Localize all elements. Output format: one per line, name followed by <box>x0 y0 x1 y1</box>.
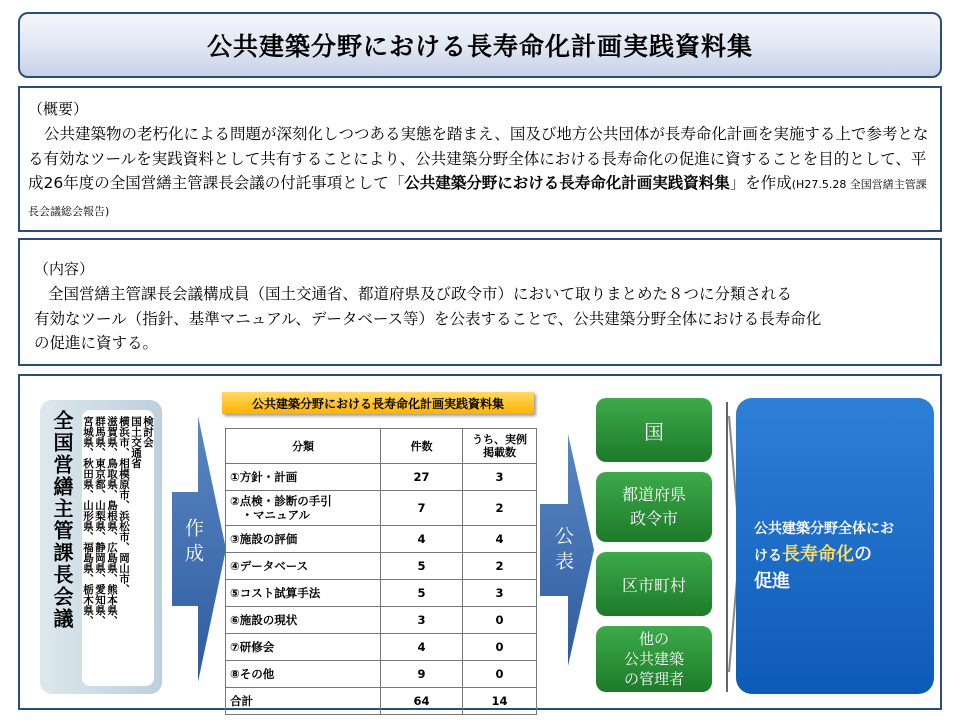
members-col-4: 群馬県、東京都、山梨県、静岡県、愛知県、 <box>94 416 106 626</box>
publish-arrow <box>540 434 594 666</box>
members-col-2: 横浜市、相模原市、浜松市、岡山市、 <box>118 416 130 595</box>
cell-examples: 2 <box>463 491 537 526</box>
cell-category: ②点検・診断の手引 ・マニュアル <box>226 491 381 526</box>
content-line-1: 全国営繕主管課長会議構成員（国土交通省、都道府県及び政令市）において取りまとめた８つに分類される <box>48 285 793 303</box>
target-pref-label: 都道府県 <box>621 485 686 504</box>
cell-examples: 2 <box>463 553 537 580</box>
members-col-1: 国土交通省 <box>130 416 142 469</box>
result-line-2c: の <box>854 544 872 565</box>
target-municipal <box>596 552 712 616</box>
cell-examples: 0 <box>463 607 537 634</box>
cell-category: ⑤コスト試算手法 <box>226 580 381 607</box>
overview-panel <box>18 86 942 232</box>
cell-examples: 3 <box>463 464 537 491</box>
members-col-3: 滋賀県、鳥取県、島根県、広島県、熊本県、 <box>106 416 118 626</box>
publish-label: 公表 <box>552 526 574 576</box>
cell-count: 27 <box>380 464 462 491</box>
result-box <box>736 398 934 694</box>
target-country-label: 国 <box>644 419 664 444</box>
content-line-2: 有効なツール（指針、基準マニュアル、データベース等）を公表することで、公共建築分野全体における長寿命化 <box>34 309 822 328</box>
cell-category: ③施設の評価 <box>226 526 381 553</box>
target-other <box>596 626 712 692</box>
overview-text-note: (H27.5.28 全国営繕主管課長会議総会報告) <box>28 178 927 218</box>
content-heading: （内容） <box>34 260 95 278</box>
table-row <box>226 464 537 491</box>
col-header-examples: うち、実例 掲載数 <box>463 429 537 464</box>
create-arrow <box>172 416 226 682</box>
cell-examples: 3 <box>463 580 537 607</box>
overview-text-bold: 公共建築分野における長寿命化計画実践資料集 <box>404 174 730 192</box>
content-line-3: の促進に資する。 <box>34 334 159 352</box>
overview-text <box>28 122 932 224</box>
council-box <box>40 400 162 694</box>
council-title: 全国営繕主管課長会議 <box>50 410 74 630</box>
table-title: 公共建築分野における長寿命化計画実践資料集 <box>222 392 534 414</box>
result-text <box>754 516 924 596</box>
category-table <box>225 428 537 715</box>
table-row <box>226 661 537 688</box>
col-header-category: 分類 <box>226 429 381 464</box>
cell-category: ⑥施設の現状 <box>226 607 381 634</box>
cell-count: 7 <box>380 491 462 526</box>
cell-category: ④データベース <box>226 553 381 580</box>
members-col-5: 宮城県、秋田県、山形県、福島県、栃木県、 <box>82 416 94 626</box>
overview-heading: （概要） <box>28 100 89 118</box>
content-panel <box>18 238 942 366</box>
target-country <box>596 398 712 462</box>
target-city-label: 政令市 <box>629 509 678 528</box>
result-line-1: 公共建築分野全体にお <box>754 521 894 537</box>
cell-examples: 0 <box>463 661 537 688</box>
cell-examples: 4 <box>463 526 537 553</box>
table-row <box>226 526 537 553</box>
result-highlight: 長寿命化 <box>782 544 854 565</box>
cell-category: ⑦研修会 <box>226 634 381 661</box>
diagram-panel <box>18 374 942 710</box>
table-row <box>226 580 537 607</box>
title-banner <box>18 12 942 78</box>
cell-category: 合計 <box>226 688 381 715</box>
target-other-line-2: 公共建築 <box>623 650 684 668</box>
result-line-2a: ける <box>754 548 782 564</box>
target-other-line-1: 他の <box>638 630 669 648</box>
target-other-line-3: の管理者 <box>623 670 684 688</box>
table-header-row <box>226 429 537 464</box>
cell-count: 5 <box>380 580 462 607</box>
table-row <box>226 607 537 634</box>
cell-examples: 14 <box>463 688 537 715</box>
cell-count: 4 <box>380 634 462 661</box>
cell-count: 3 <box>380 607 462 634</box>
cell-count: 4 <box>380 526 462 553</box>
target-prefecture <box>596 472 712 542</box>
content-text <box>34 282 934 356</box>
table-row <box>226 634 537 661</box>
target-municipal-label: 区市町村 <box>621 575 686 595</box>
col-header-count: 件数 <box>380 429 462 464</box>
page-title: 公共建築分野における長寿命化計画実践資料集 <box>206 32 753 61</box>
council-members <box>82 410 154 686</box>
cell-count: 5 <box>380 553 462 580</box>
table-total-row <box>226 688 537 715</box>
cell-category: ⑧その他 <box>226 661 381 688</box>
result-line-3: 促進 <box>754 571 790 592</box>
cell-count: 64 <box>380 688 462 715</box>
create-label: 作成 <box>182 518 204 568</box>
overview-text-post: 」を作成 <box>729 174 792 192</box>
overview-text-pre: 公共建築物の老朽化による問題が深刻化しつつある実態を踏まえ、国及び地方公共団体が長寿命化計画を実施する上で参考となる有効なツールを実践資料として共有することにより、公共建築分野全体における長寿命化の促進に資することを目的として、平成26年度の全国営繕主管課長会議の付託事項として「 <box>28 125 929 192</box>
cell-examples: 0 <box>463 634 537 661</box>
table-row <box>226 553 537 580</box>
table-row <box>226 491 537 526</box>
cell-category: ①方針・計画 <box>226 464 381 491</box>
members-head: 検討会 <box>142 416 154 448</box>
cell-count: 9 <box>380 661 462 688</box>
